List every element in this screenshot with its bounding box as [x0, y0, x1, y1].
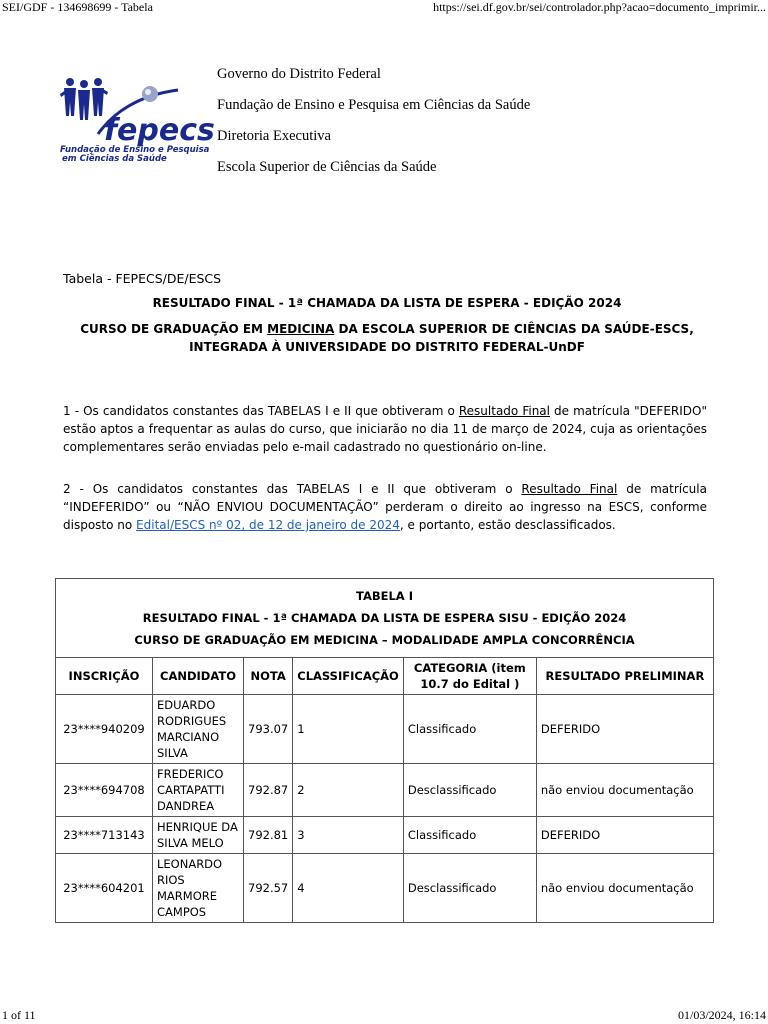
document-subtitle — [60, 320, 714, 356]
cell-inscricao: 23****604201 — [56, 854, 153, 923]
table-row — [56, 854, 714, 923]
cell-categoria: Classificado — [403, 695, 536, 764]
svg-text:Fundação de Ensino e Pesquisa: Fundação de Ensino e Pesquisa — [60, 145, 210, 155]
fepecs-logo-graphic — [58, 76, 216, 164]
para2-text-middle: de matrícula “INDEFERIDO” ou “NÃO ENVIOU DOCUMENTAÇÃO” perderam o direito ao ingresso na ESCS, conforme disposto no — [63, 482, 707, 532]
para1-underlined: Resultado Final — [458, 404, 550, 418]
cell-classificacao: 2 — [293, 764, 404, 817]
print-datetime: 01/03/2024, 16:14 — [677, 1008, 766, 1022]
col-header-inscricao: INSCRIÇÃO — [56, 658, 153, 695]
cell-candidato: EDUARDO RODRIGUES MARCIANO SILVA — [153, 695, 244, 764]
cell-inscricao: 23****694708 — [56, 764, 153, 817]
organization-header — [217, 64, 530, 188]
cell-nota: 792.87 — [244, 764, 293, 817]
para1-text-after: de matrícula "DEFERIDO" estão aptos a frequentar as aulas do curso, que iniciarão no dia 11 de março de 2024, cuja as orientações complementares serão enviadas pelo e-mail cadastrado no questionário on-line. — [63, 404, 707, 454]
edital-link[interactable]: Edital/ESCS nº 02, de 12 de janeiro de 2024 — [136, 518, 400, 532]
cell-nota: 793.07 — [244, 695, 293, 764]
col-header-categoria: CATEGORIA (item 10.7 do Edital ) — [403, 658, 536, 695]
cell-candidato: FREDERICO CARTAPATTI DANDREA — [153, 764, 244, 817]
table-caption — [56, 579, 714, 658]
cell-classificacao: 4 — [293, 854, 404, 923]
cell-categoria: Classificado — [403, 817, 536, 854]
org-line-directorate: Diretoria Executiva — [217, 128, 331, 144]
cell-inscricao: 23****713143 — [56, 817, 153, 854]
cell-resultado: não enviou documentação — [536, 854, 713, 923]
para2-text-before: 2 - Os candidatos constantes das TABELAS I e II que obtiveram o — [63, 482, 522, 496]
paragraph-1 — [63, 402, 707, 456]
table-caption-row — [56, 579, 714, 658]
fepecs-logo — [58, 76, 216, 164]
cell-inscricao: 23****940209 — [56, 695, 153, 764]
cell-candidato: LEONARDO RIOS MARMORE CAMPOS — [153, 854, 244, 923]
para2-text-after: , e portanto, estão desclassificados. — [399, 518, 616, 532]
cell-categoria: Desclassificado — [403, 764, 536, 817]
org-line-foundation: Fundação de Ensino e Pesquisa em Ciências da Saúde — [217, 97, 531, 113]
org-line-school: Escola Superior de Ciências da Saúde — [217, 159, 437, 175]
svg-text:fepecs: fepecs — [104, 113, 215, 148]
cell-resultado: DEFERIDO — [536, 695, 713, 764]
cell-nota: 792.57 — [244, 854, 293, 923]
para1-text-before: 1 - Os candidatos constantes das TABELAS I e II que obtiveram o — [63, 404, 459, 418]
table-row — [56, 817, 714, 854]
col-header-classificacao: CLASSIFICAÇÃO — [293, 658, 404, 695]
print-page-title: SEI/GDF - 134698699 - Tabela — [2, 0, 153, 14]
paragraph-2 — [63, 480, 707, 534]
subtitle-part2: DA ESCOLA SUPERIOR DE CIÊNCIAS DA SAÚDE-ESCS, — [334, 322, 694, 336]
svg-text:em Ciências da Saúde: em Ciências da Saúde — [62, 154, 167, 164]
table-row — [56, 764, 714, 817]
cell-resultado: não enviou documentação — [536, 764, 713, 817]
results-table-wrapper — [55, 578, 714, 923]
cell-resultado: DEFERIDO — [536, 817, 713, 854]
cell-classificacao: 3 — [293, 817, 404, 854]
cell-categoria: Desclassificado — [403, 854, 536, 923]
table-caption-course: CURSO DE GRADUAÇÃO EM MEDICINA – MODALIDADE AMPLA CONCORRÊNCIA — [134, 633, 635, 647]
col-header-resultado: RESULTADO PRELIMINAR — [536, 658, 713, 695]
col-header-candidato: CANDIDATO — [153, 658, 244, 695]
results-table — [55, 578, 714, 923]
cell-classificacao: 1 — [293, 695, 404, 764]
cell-candidato: HENRIQUE DA SILVA MELO — [153, 817, 244, 854]
print-header — [0, 0, 768, 16]
subtitle-line2: INTEGRADA À UNIVERSIDADE DO DISTRITO FEDERAL-UnDF — [189, 340, 585, 354]
page-number: 1 of 11 — [2, 1008, 36, 1022]
org-line-government: Governo do Distrito Federal — [217, 66, 381, 82]
document-title: RESULTADO FINAL - 1ª CHAMADA DA LISTA DE ESPERA - EDIÇÃO 2024 — [152, 296, 622, 310]
table-caption-subtitle: RESULTADO FINAL - 1ª CHAMADA DA LISTA DE ESPERA SISU - EDIÇÃO 2024 — [142, 611, 627, 625]
table-header-row — [56, 658, 714, 695]
print-footer — [0, 1008, 768, 1024]
col-header-nota: NOTA — [244, 658, 293, 695]
table-caption-title: TABELA I — [356, 589, 413, 603]
table-row — [56, 695, 714, 764]
subtitle-part1: CURSO DE GRADUAÇÃO EM — [80, 322, 268, 336]
para2-underlined: Resultado Final — [521, 482, 618, 496]
cell-nota: 792.81 — [244, 817, 293, 854]
document-label: Tabela - FEPECS/DE/ESCS — [63, 271, 222, 286]
subtitle-course: MEDICINA — [267, 322, 335, 336]
print-url: https://sei.df.gov.br/sei/controlador.php?acao=documento_imprimir... — [433, 0, 766, 14]
